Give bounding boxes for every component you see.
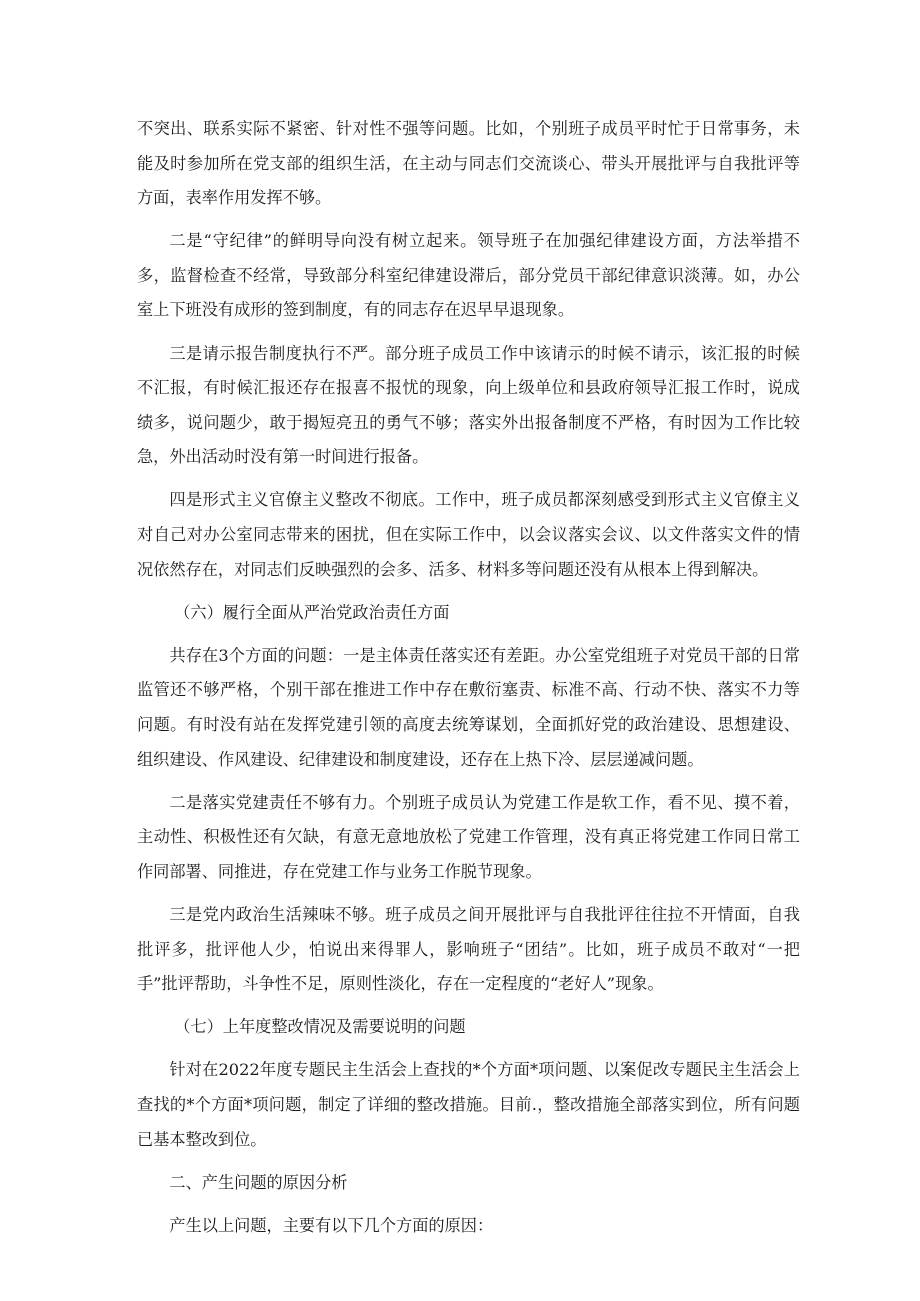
paragraph-main-responsibility: 共存在3个方面的问题：一是主体责任落实还有差距。办公室党组班子对党员干部的日常监管还不够严格，个别干部在推进工作中存在敷衍塞责、标准不高、行动不快、落实不力等问题。有时没有站在发挥党建引领的高度去统筹谋划，全面抓好党的政治建设、思想建设、组织建设、作风建设、纪律建设和制度建设，还存在上热下冷、层层递减问题。 [137,645,800,769]
paragraph-party-building: 二是落实党建责任不够有力。个别班子成员认为党建工作是软工作，看不见、摸不着，主动性、积极性还有欠缺，有意无意地放松了党建工作管理，没有真正将党建工作同日常工作同部署、同推进，存在党建工作与业务工作脱节现象。 [137,792,800,881]
paragraph-reporting: 三是请示报告制度执行不严。部分班子成员工作中该请示的时候不请示，该汇报的时候不汇报，有时候汇报还存在报喜不报忧的现象，向上级单位和县政府领导汇报工作时，说成绩多，说问题少，敢于揭短亮丑的勇气不够；落实外出报备制度不严格，有时因为工作比较急，外出活动时没有第一时间进行报备。 [137,343,800,467]
document-body [137,112,800,1252]
paragraph-political-life: 三是党内政治生活辣味不够。班子成员之间开展批评与自我批评往往拉不开情面，自我批评多，批评他人少，怕说出来得罪人，影响班子“团结”。比如，班子成员不敢对“一把手”批评帮助，斗争性不足，原则性淡化，存在一定程度的“老好人”现象。 [137,904,800,994]
section-heading-seven: （七）上年度整改情况及需要说明的问题 [174,1017,466,1037]
paragraph-continued: 不突出、联系实际不紧密、针对性不强等问题。比如，个别班子成员平时忙于日常事务，未能及时参加所在党支部的组织生活，在主动与同志们交流谈心、带头开展批评与自我批评等方面，表率作用发挥不够。 [137,119,800,208]
paragraph-formalism: 四是形式主义官僚主义整改不彻底。工作中，班子成员都深刻感受到形式主义官僚主义对自己对办公室同志带来的困扰，但在实际工作中，以会议落实会议、以文件落实文件的情况依然存在，对同志们反映强烈的会多、活多、材料多等问题还没有从根本上得到解决。 [137,490,800,579]
paragraph-rectification: 针对在2022年度专题民主生活会上查找的*个方面*项问题、以案促改专题民主生活会上查找的*个方面*项问题，制定了详细的整改措施。目前.，整改措施全部落实到位，所有问题已基本整改到位。 [137,1060,800,1149]
paragraph-causes-intro: 产生以上问题，主要有以下几个方面的原因： [169,1215,494,1235]
paragraph-discipline: 二是“守纪律”的鲜明导向没有树立起来。领导班子在加强纪律建设方面，方法举措不多，监督检查不经常，导致部分科室纪律建设滞后，部分党员干部纪律意识淡薄。如，办公室上下班没有成形的签到制度，有的同志存在迟早早退现象。 [137,231,800,320]
section-heading-six: （六）履行全面从严治党政治责任方面 [174,602,450,622]
section-heading-cause-analysis: 二、产生问题的原因分析 [169,1172,348,1192]
